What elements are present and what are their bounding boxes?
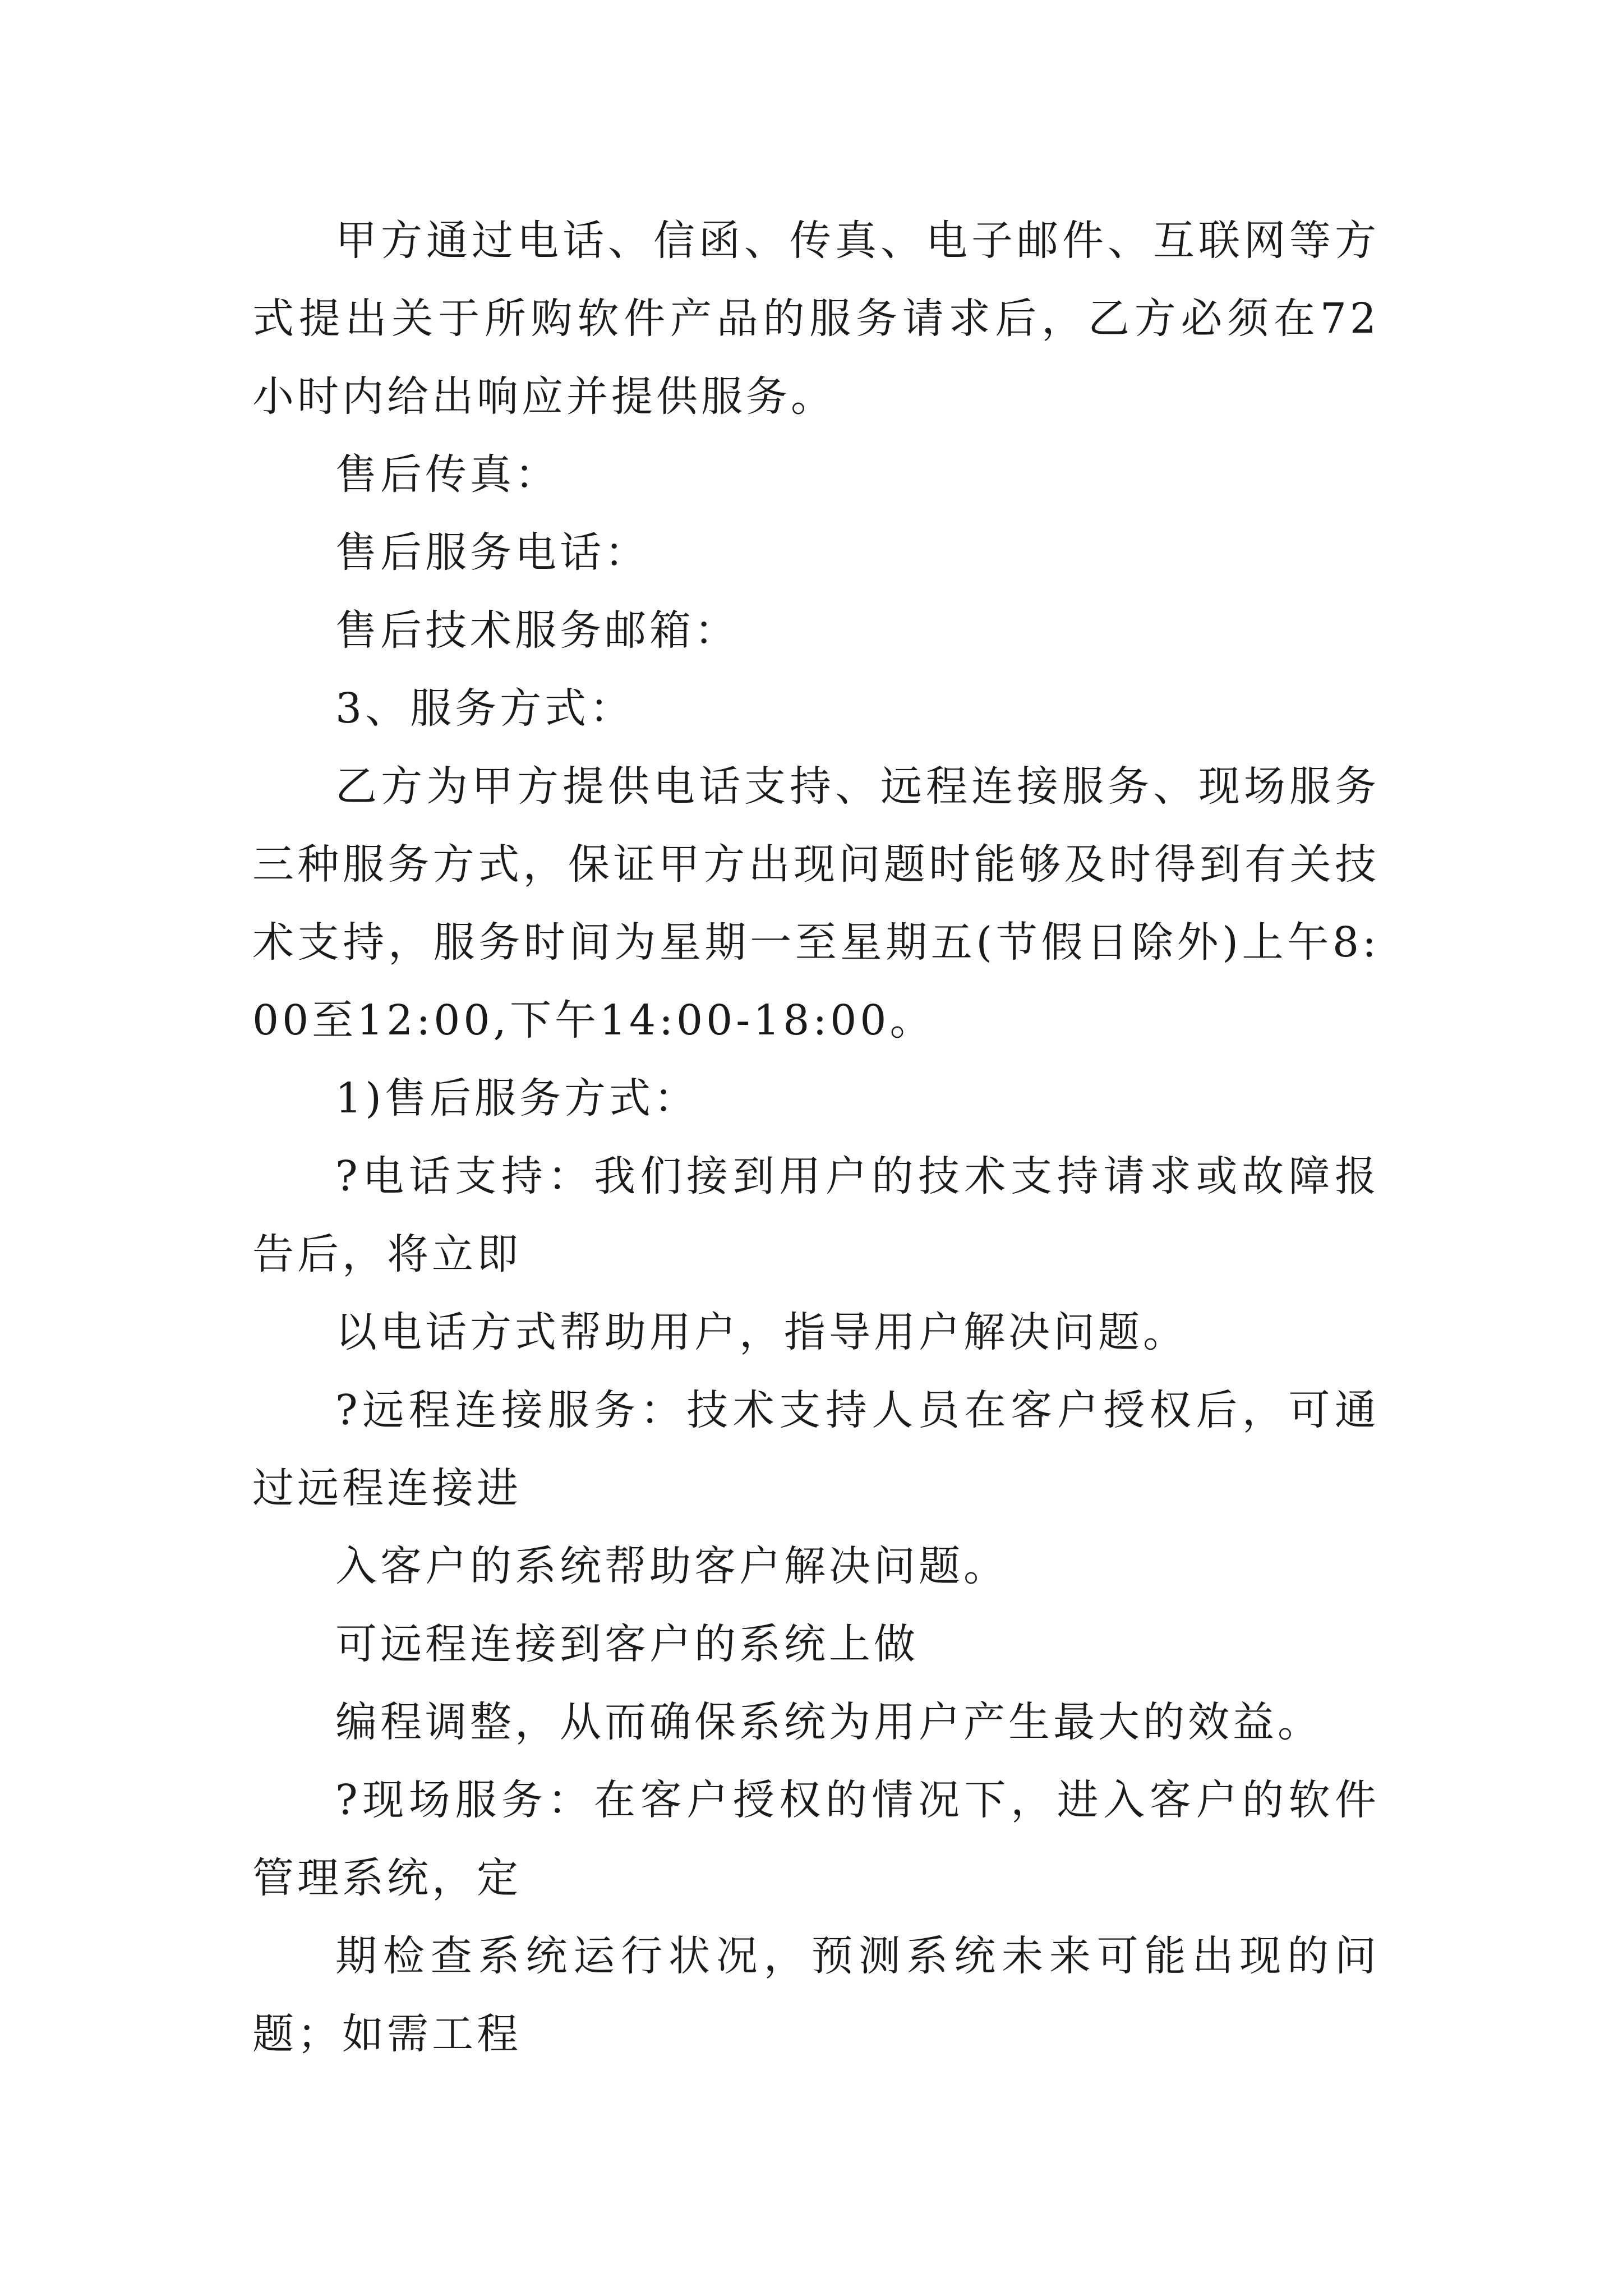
paragraph-onsite-service-cont: 期检查系统运行状况，预测系统未来可能出现的问题；如需工程 — [252, 1932, 1380, 2058]
paragraph-remote-connection: ?远程连接服务：技术支持人员在客户授权后，可通过远程连接进 — [252, 1386, 1380, 1512]
paragraph-service-request: 甲方通过电话、信函、传真、电子邮件、互联网等方式提出关于所购软件产品的服务请求后，乙方必须在72小时内给出响应并提供服务。 — [252, 217, 1380, 421]
paragraph-onsite-service: ?现场服务：在客户授权的情况下，进入客户的软件管理系统，定 — [252, 1776, 1380, 1902]
paragraph-phone-support-cont: 以电话方式帮助用户，指导用户解决问题。 — [335, 1308, 1188, 1356]
document-body — [252, 202, 1380, 2073]
paragraph-section-heading-service-mode: 3、服务方式： — [335, 684, 635, 733]
paragraph-remote-connection-cont2: 可远程连接到客户的系统上做 — [335, 1620, 919, 1668]
paragraph-subheading-after-sales-mode: 1)售后服务方式： — [335, 1074, 699, 1122]
paragraph-phone-support: ?电话支持：我们接到用户的技术支持请求或故障报告后，将立即 — [252, 1152, 1380, 1278]
paragraph-after-sales-phone: 售后服务电话： — [335, 528, 649, 577]
paragraph-remote-connection-cont: 入客户的系统帮助客户解决问题。 — [335, 1542, 1008, 1590]
paragraph-remote-connection-cont3: 编程调整，从而确保系统为用户产生最大的效益。 — [335, 1698, 1322, 1746]
paragraph-after-sales-fax: 售后传真： — [335, 450, 560, 499]
paragraph-after-sales-email: 售后技术服务邮箱： — [335, 606, 739, 655]
paragraph-service-modes-description: 乙方为甲方提供电话支持、远程连接服务、现场服务三种服务方式，保证甲方出现问题时能够及时得到有关技术支持，服务时间为星期一至星期五(节假日除外)上午8:00至12:00,下午14:00-18:00。 — [252, 762, 1380, 1045]
